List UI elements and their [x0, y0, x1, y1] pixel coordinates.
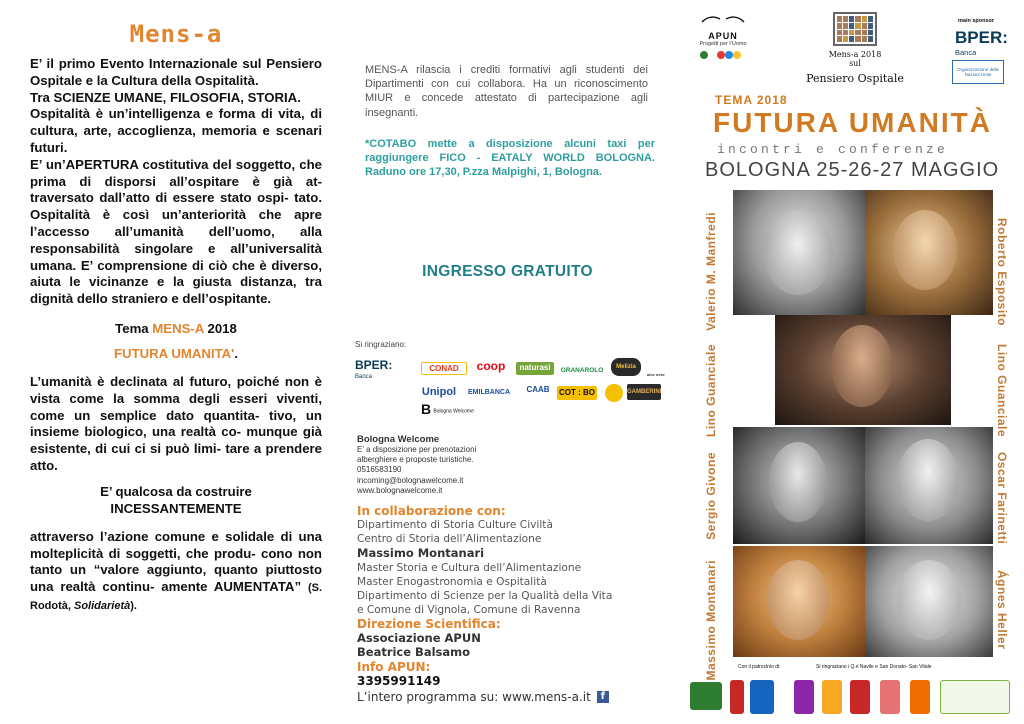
- collab-title: In collaborazione con:: [357, 504, 506, 518]
- cover-column: [690, 0, 1024, 724]
- speakers-photo-grid: [733, 190, 993, 657]
- bw-b-icon: B: [421, 401, 432, 417]
- givone-face: [769, 442, 827, 522]
- bologna-welcome-logo: [421, 401, 491, 420]
- collab-montanari: Massimo Montanari: [357, 546, 485, 560]
- photo-montanari: [733, 546, 865, 657]
- granarolo-logo: GRANAROLO: [560, 367, 604, 374]
- bw-logo-text: Bologna Welcome: [433, 408, 474, 415]
- collab-line-2: Centro di Storia dell’Alimentazione: [357, 533, 542, 545]
- name-manfredi: Valerio M. Manfredi: [704, 212, 718, 331]
- bw-title: Bologna Welcome: [357, 434, 440, 445]
- info-column: [355, 0, 665, 724]
- apun-partner-icons: [699, 50, 747, 60]
- cover-dates: BOLOGNA 25-26-27 MAGGIO: [705, 159, 1000, 181]
- naturasi-logo: naturasì: [516, 362, 554, 375]
- name-givone: Sergio Givone: [704, 452, 718, 540]
- programma-text[interactable]: L’intero programma su: www.mens-a.it: [357, 689, 591, 704]
- main-sponsor-label: main sponsor: [958, 18, 995, 24]
- bper-logo-text: BPER:: [355, 358, 393, 372]
- direzione-assoc: Associazione APUN: [357, 630, 481, 645]
- bologna-welcome-info: [357, 434, 617, 496]
- direzione-balsamo: Beatrice Balsamo: [357, 645, 471, 659]
- cotabo-logo: COT : BO: [557, 386, 597, 400]
- bper-main-sub: Banca: [955, 48, 977, 57]
- tema-prefix: Tema: [115, 320, 153, 336]
- photo-farinetti: [865, 427, 993, 544]
- intro-paragraph-3: Ospitalità è un’intelligenza e forma di vita, di cultura, arte, accoglienza, memoria e scenari futuri.: [30, 106, 322, 155]
- esposito-face: [893, 210, 957, 290]
- bper-sponsor-logo: [355, 358, 399, 384]
- conad-logo: CONAD: [421, 362, 467, 375]
- pensiero-ospitale: Pensiero Ospitale: [806, 72, 904, 85]
- apun-hands-icon: [700, 12, 746, 26]
- apun-logo: [698, 12, 748, 65]
- tema-name: MENS-A: [152, 320, 204, 336]
- photo-esposito: [865, 190, 993, 315]
- apun-title: APUN: [708, 31, 738, 41]
- quartiere-logo-4: [880, 680, 900, 714]
- melizia-logo: Melizia: [611, 358, 641, 376]
- intro-paragraph-1: E’ il primo Evento Internazionale sul Pensiero Ospitale e la Cultura della Ospitalità.: [30, 56, 322, 88]
- apun-subtitle: Progetti per l’Uomo: [699, 41, 747, 47]
- regione-logo: [690, 682, 722, 710]
- gamberini-logo: GAMBERINI: [627, 384, 661, 400]
- free-entry: INGRESSO GRATUITO: [422, 263, 593, 280]
- alce-nero-logo: alce nero: [647, 372, 665, 377]
- name-esposito: Roberto Esposito: [995, 218, 1009, 327]
- quartiere-logo-5: [910, 680, 930, 714]
- name-heller: Ágnes Heller: [995, 570, 1009, 650]
- taxi-icon: [605, 384, 623, 402]
- cover-subtitle: incontri e conferenze: [717, 142, 949, 157]
- incessantemente-line: INCESSANTEMENTE: [110, 500, 242, 516]
- citta-metropolitana-logo: [750, 680, 774, 714]
- costruire-line: E’ qualcosa da costruire: [100, 483, 252, 499]
- patrocinio-label: Con il patrocinio di:: [738, 664, 781, 670]
- cotabo-info: *COTABO mette a disposizione alcuni taxi per raggiungere FICO - EATALY WORLD BOLOGNA. Raduno ore 17,30, P.zza Malpighi, 1, Bologna.: [365, 138, 655, 179]
- montanari-face: [767, 560, 829, 640]
- mens-a-caption-1: Mens-a 2018: [828, 50, 882, 59]
- tema-year: 2018: [203, 320, 237, 336]
- name-farinetti: Oscar Farinetti: [995, 452, 1009, 545]
- photo-manfredi: [733, 190, 865, 315]
- mens-a-logo: Mens-a: [129, 20, 223, 48]
- guanciale-face: [831, 325, 893, 407]
- intro-paragraph-2: Tra SCIENZE UMANE, FILOSOFIA, STORIA.: [30, 89, 301, 105]
- citation-open: (S. Rodotà,: [30, 582, 322, 612]
- collab-line-1: Dipartimento di Storia Culture Civiltà: [357, 519, 553, 531]
- bw-email[interactable]: incoming@bolognawelcome.it: [357, 475, 464, 485]
- bper-logo-sub: Banca: [355, 374, 373, 380]
- mens-a-caption-2: sul: [849, 59, 861, 68]
- name-guanciale-left: Lino Guanciale: [704, 344, 718, 438]
- mens-a-caption: [785, 50, 925, 68]
- credits-info: MENS-A rilascia i crediti formativi agli studenti dei Dipartimenti con cui collabora. Ha un riconoscimento MIUR e concede attestato di partecipazione agli insegnanti.: [365, 64, 648, 119]
- patronage-footer: [690, 664, 1024, 724]
- collab-line-3: Master Storia e Cultura dell’Alimentazione: [357, 561, 582, 574]
- intro-paragraph-5: L’umanità è declinata al futuro, poiché non è vista come la somma degli esseri viventi, come un semplice dato quantita- tivo, un insieme biologico, una realtà co- munque già esistente, di cui ci si può limi- tare a prendere atto.: [30, 373, 322, 473]
- bw-website[interactable]: www.bolognawelcome.it: [357, 485, 443, 495]
- heller-face: [897, 560, 961, 640]
- photo-heller: [865, 546, 993, 657]
- futura-line: [30, 345, 322, 362]
- collab-line-4: Master Enogastronomia e Ospitalità: [357, 575, 547, 588]
- photo-givone: [733, 427, 865, 544]
- collab-line-5: Dipartimento di Scienze per la Qualità della Vita: [357, 589, 613, 602]
- bw-line-2: alberghiere e proposte turistiche.: [357, 455, 474, 465]
- emilbanca-logo: EMILBANCA: [468, 389, 510, 396]
- facebook-icon[interactable]: f: [597, 691, 609, 703]
- caab-logo: CAAB: [526, 385, 550, 394]
- collab-line-6: e Comune di Vignola, Comune di Ravenna: [357, 603, 581, 616]
- collaborations: [357, 504, 657, 705]
- intro-paragraph-4: E’ un’APERTURA costitutiva del soggetto, che prima di disporsi all’ospitare è già at- traversato dall’atto di essere stato ospi- tato. Ospitalità è così un’anteriorità che apre l’accesso all’umanità dell’uomo, alla responsabilità singolare e all’universalità umana. E’ comprensione di ciò che è diverso, aiuta le vicinanze e la giusta distanza, tra dignità dello straniero e dell’ospitante.: [30, 156, 322, 307]
- info-phone: 3395991149: [357, 673, 441, 688]
- direzione-title: Direzione Scientifica:: [357, 616, 501, 631]
- unipol-logo: Unipol: [421, 386, 457, 398]
- futura-umanita: FUTURA UMANITA': [113, 345, 235, 361]
- info-title: Info APUN:: [357, 659, 431, 674]
- futura-dot: .: [234, 345, 238, 361]
- thanks-label: Si ringraziano:: [355, 340, 407, 349]
- intro-paragraph-7: [30, 529, 322, 615]
- intro-column: [30, 18, 322, 708]
- photo-guanciale: [775, 315, 951, 425]
- bw-phone: 0516583190: [357, 465, 402, 475]
- programma-line: [357, 689, 657, 705]
- name-montanari: Massimo Montanari: [704, 560, 718, 681]
- bw-line-1: E’ a disposizione per prenotazioni: [357, 445, 477, 454]
- cover-title: FUTURA UMANITÀ: [713, 107, 992, 138]
- coop-logo: coop: [476, 359, 506, 373]
- unesco-logo: Organizzazione delle Nazioni Unite: [952, 60, 1004, 84]
- rodota-quote: attraverso l’azione comune e solidale di una molteplicità di soggetti, che produ- cono non tanto un “valore aggiunto, quanto piuttosto una realtà continu- amente AUMENTATA”: [30, 528, 322, 595]
- manfredi-face: [763, 210, 833, 295]
- ordine-logo: [940, 680, 1010, 714]
- mens-a-mosaic-logo: [833, 12, 877, 46]
- ringraziano-label: Si ringraziano i Q.ri Navile e San Donato- San Vitale: [816, 664, 932, 670]
- bper-main-logo: BPER:: [955, 28, 1008, 47]
- quartiere-logo-1: [794, 680, 814, 714]
- tema-line: [30, 320, 322, 337]
- quartiere-logo-3: [850, 680, 870, 714]
- farinetti-face: [897, 439, 959, 521]
- citation-work: Solidarietà: [74, 599, 131, 612]
- quartiere-logo-2: [822, 680, 842, 714]
- cover-tema: TEMA 2018: [715, 93, 788, 107]
- name-guanciale-right: Lino Guanciale: [995, 344, 1009, 438]
- comune-logo: [730, 680, 744, 714]
- citation-close: ).: [130, 599, 137, 612]
